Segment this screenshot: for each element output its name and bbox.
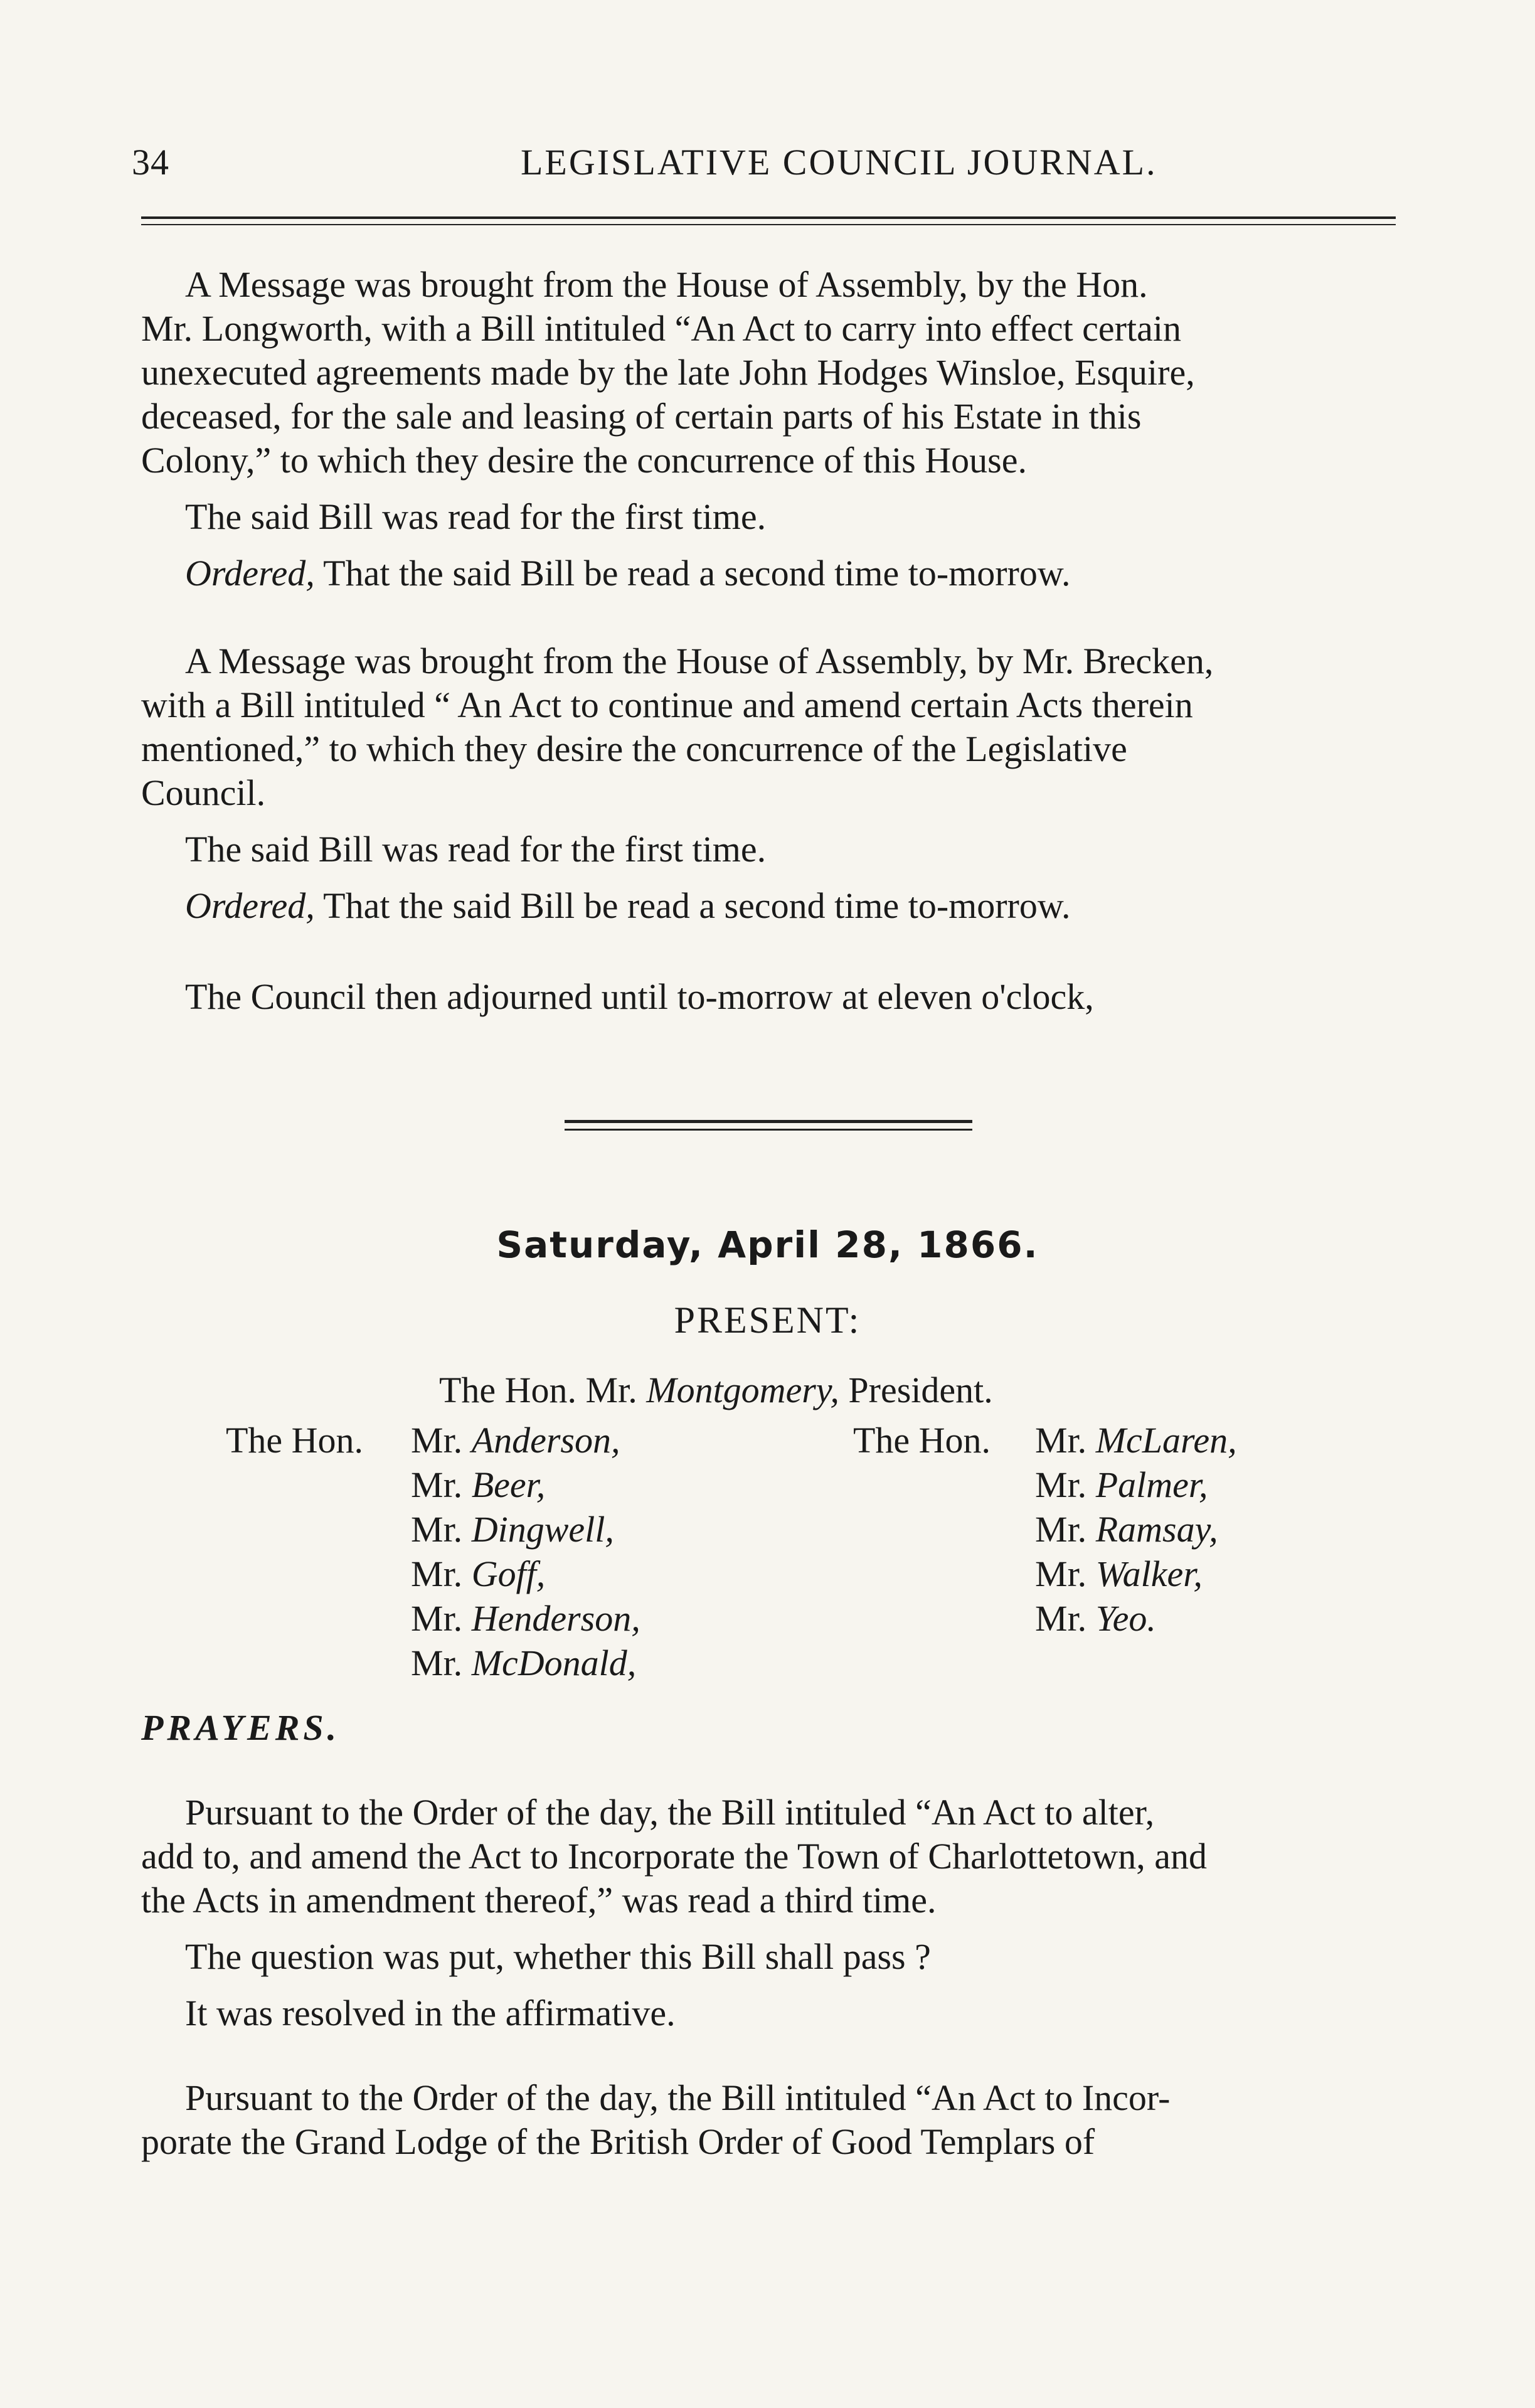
text-line: unexecuted agreements made by the late John Hodges Winsloe, Esquire, (141, 352, 1195, 393)
member: Mr. Anderson, (411, 1420, 620, 1461)
president-prefix: The Hon. Mr. (439, 1370, 647, 1410)
page-header (132, 141, 1411, 191)
member: Mr. McDonald, (411, 1643, 637, 1683)
first-reading-1: The said Bill was read for the first time. (185, 496, 767, 537)
text-line: deceased, for the sale and leasing of certain parts of his Estate in this (141, 396, 1142, 437)
member: Mr. Walker, (1035, 1553, 1203, 1594)
right-prefix: The Hon. (853, 1420, 991, 1461)
text-line: Pursuant to the Order of the day, the Bill intituled “An Act to Incor- (185, 2077, 1171, 2118)
text-line: Colony,” to which they desire the concurrence of this House. (141, 440, 1027, 481)
question-text: The question was put, whether this Bill shall pass ? (185, 1936, 931, 1977)
ordered-label: Ordered, (185, 553, 315, 594)
prayers-heading: PRAYERS. (141, 1707, 341, 1748)
text-line: Pursuant to the Order of the day, the Bill intituled “An Act to alter, (185, 1792, 1155, 1833)
running-title: LEGISLATIVE COUNCIL JOURNAL. (521, 142, 1157, 183)
text-line: A Message was brought from the House of Assembly, by the Hon. (185, 264, 1148, 305)
president-name: Montgomery, (646, 1370, 839, 1410)
adjourned-text: The Council then adjourned until to-morrow at eleven o'clock, (185, 976, 1094, 1017)
ordered-label: Ordered, (185, 885, 315, 926)
sitting-date: Saturday, April 28, 1866. (496, 1223, 1039, 1266)
ordered-text: That the said Bill be read a second time to-morrow. (314, 885, 1071, 926)
ordered-1 (185, 552, 1071, 594)
text-line: Mr. Longworth, with a Bill intituled “An Act to carry into effect certain (141, 308, 1181, 349)
ordered-text: That the said Bill be read a second time to-morrow. (314, 553, 1071, 594)
text-line: with a Bill intituled “ An Act to continue and amend certain Acts therein (141, 685, 1193, 725)
text-line: the Acts in amendment thereof,” was read a third time. (141, 1880, 937, 1921)
page-number: 34 (132, 142, 169, 183)
president-suffix: President. (839, 1370, 993, 1410)
member: Mr. Beer, (411, 1464, 546, 1505)
member: Mr. Ramsay, (1035, 1509, 1218, 1550)
member: Mr. Goff, (411, 1553, 546, 1594)
text-line: porate the Grand Lodge of the British Order of Good Templars of (141, 2121, 1095, 2162)
text-line: Council. (141, 772, 266, 813)
president-line (439, 1368, 993, 1412)
text-line: mentioned,” to which they desire the concurrence of the Legislative (141, 728, 1127, 769)
member: Mr. McLaren, (1035, 1420, 1237, 1461)
section-divider (565, 1120, 972, 1131)
right-members (1035, 1418, 1237, 1641)
text-line: add to, and amend the Act to Incorporate the Town of Charlottetown, and (141, 1836, 1207, 1877)
ordered-2 (185, 885, 1071, 927)
resolved-text: It was resolved in the affirmative. (185, 1993, 676, 2033)
member: Mr. Dingwell, (411, 1509, 614, 1550)
present-label: PRESENT: (674, 1299, 861, 1341)
header-rule (141, 216, 1396, 225)
member: Mr. Henderson, (411, 1598, 640, 1639)
left-prefix: The Hon. (226, 1420, 364, 1461)
member: Mr. Yeo. (1035, 1598, 1156, 1639)
left-members (411, 1418, 640, 1685)
text-line: A Message was brought from the House of Assembly, by Mr. Brecken, (185, 641, 1214, 681)
member: Mr. Palmer, (1035, 1464, 1208, 1505)
first-reading-2: The said Bill was read for the first time. (185, 829, 767, 870)
